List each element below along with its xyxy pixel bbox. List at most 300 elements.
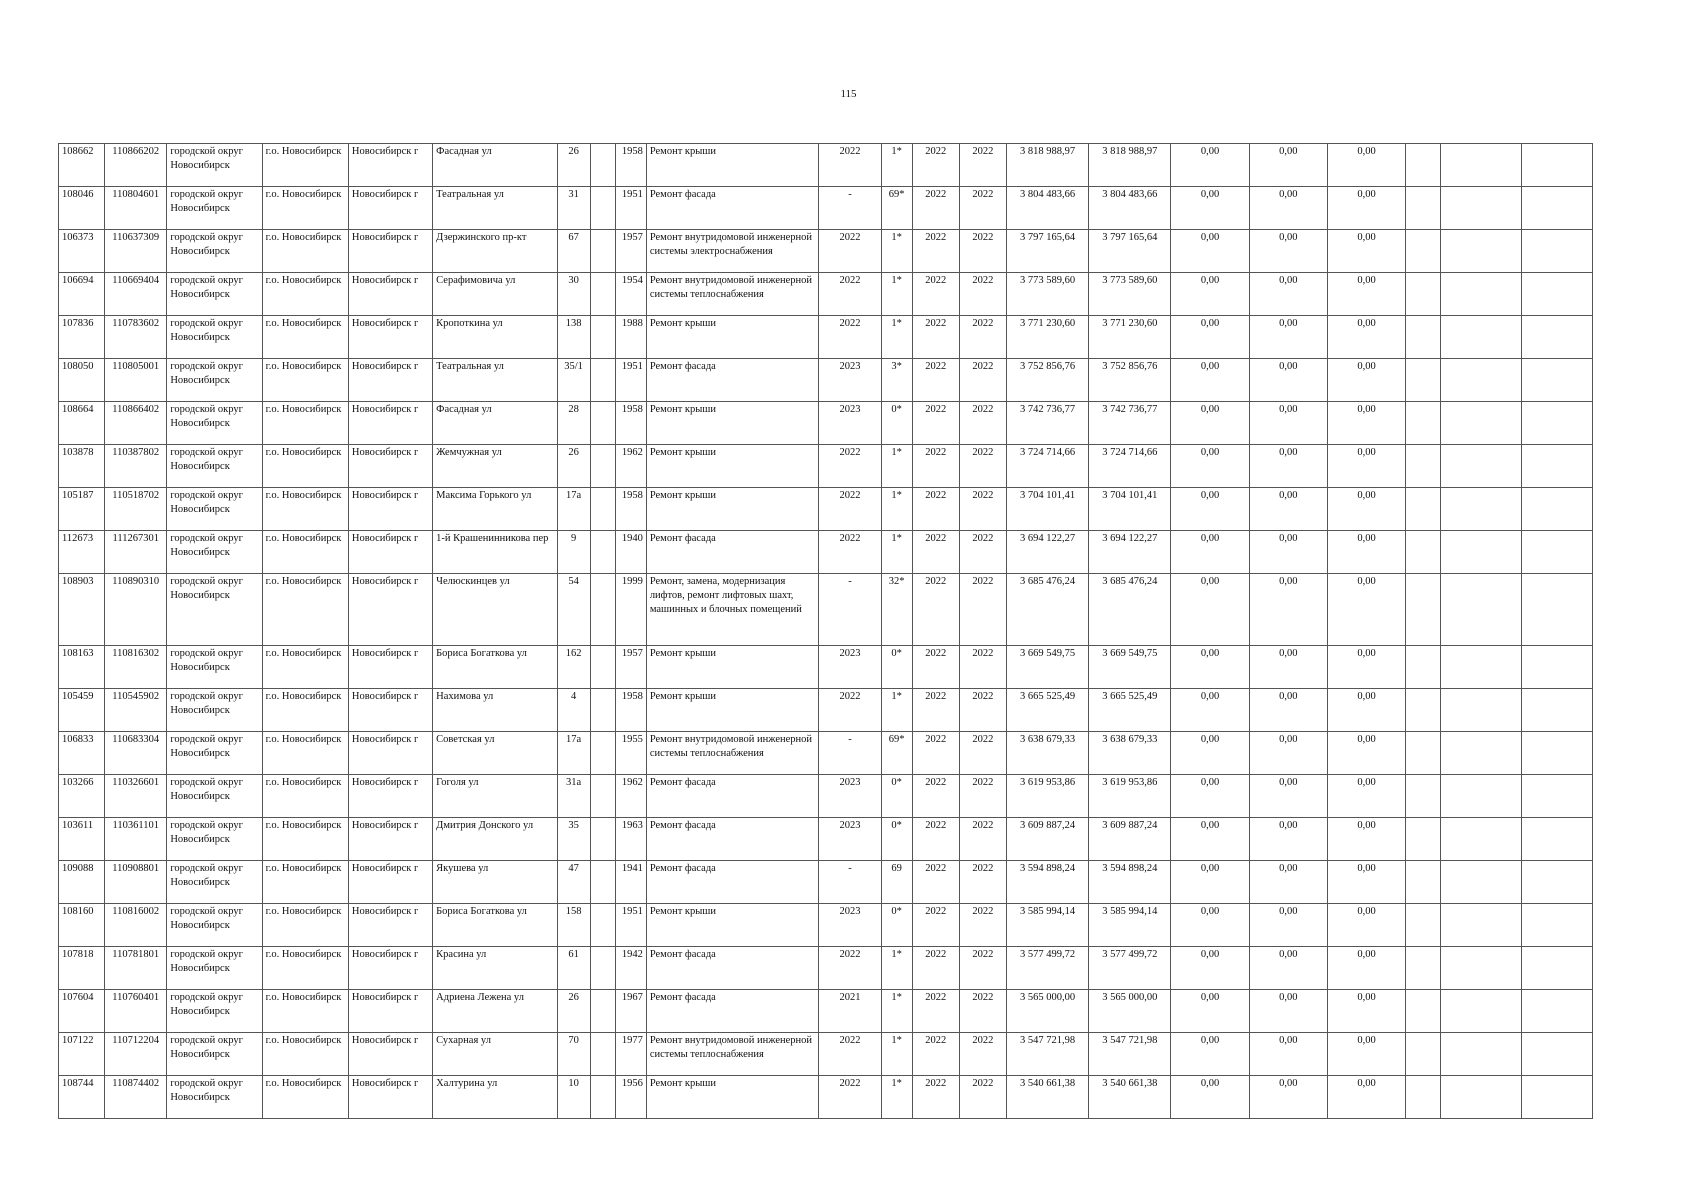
cell-extra-2 bbox=[1441, 904, 1521, 947]
cell-street: Нахимова ул bbox=[433, 689, 557, 732]
cell-building bbox=[590, 187, 615, 230]
cell-extra-1 bbox=[1406, 818, 1441, 861]
cell-priority: 1* bbox=[881, 689, 912, 732]
cell-local-funds: 0,00 bbox=[1327, 775, 1405, 818]
cell-owner-funds: 3 577 499,72 bbox=[1089, 947, 1171, 990]
cell-object-code: 110816002 bbox=[105, 904, 167, 947]
cell-house-number: 10 bbox=[557, 1076, 590, 1119]
cell-extra-2 bbox=[1441, 861, 1521, 904]
cell-extra-1 bbox=[1406, 316, 1441, 359]
cell-year-start: 2022 bbox=[912, 818, 959, 861]
cell-street: Гоголя ул bbox=[433, 775, 557, 818]
cell-total-cost: 3 804 483,66 bbox=[1006, 187, 1088, 230]
cell-extra-2 bbox=[1441, 646, 1521, 689]
cell-priority: 0* bbox=[881, 904, 912, 947]
cell-local-funds: 0,00 bbox=[1327, 947, 1405, 990]
cell-municipal-district: городской округ Новосибирск bbox=[167, 1076, 262, 1119]
cell-municipality: г.о. Новосибирск bbox=[262, 273, 348, 316]
cell-building bbox=[590, 574, 615, 646]
cell-year-start: 2022 bbox=[912, 861, 959, 904]
cell-regional-funds: 0,00 bbox=[1249, 144, 1327, 187]
cell-extra-2 bbox=[1441, 445, 1521, 488]
cell-total-cost: 3 565 000,00 bbox=[1006, 990, 1088, 1033]
cell-regional-funds: 0,00 bbox=[1249, 230, 1327, 273]
cell-extra-2 bbox=[1441, 775, 1521, 818]
cell-object-code: 111267301 bbox=[105, 531, 167, 574]
cell-build-year: 1956 bbox=[615, 1076, 646, 1119]
cell-building bbox=[590, 732, 615, 775]
cell-house-number: 17а bbox=[557, 732, 590, 775]
cell-work-type: Ремонт крыши bbox=[646, 689, 819, 732]
cell-house-number: 35 bbox=[557, 818, 590, 861]
table-row bbox=[59, 775, 1593, 818]
cell-local-funds: 0,00 bbox=[1327, 732, 1405, 775]
cell-street: Челюскинцев ул bbox=[433, 574, 557, 646]
cell-building bbox=[590, 1076, 615, 1119]
cell-extra-3 bbox=[1521, 861, 1592, 904]
cell-municipality: г.о. Новосибирск bbox=[262, 1076, 348, 1119]
cell-total-cost: 3 585 994,14 bbox=[1006, 904, 1088, 947]
cell-regional-funds: 0,00 bbox=[1249, 818, 1327, 861]
cell-year-start: 2022 bbox=[912, 732, 959, 775]
cell-year-start: 2022 bbox=[912, 359, 959, 402]
cell-total-cost: 3 797 165,64 bbox=[1006, 230, 1088, 273]
cell-house-id: 105187 bbox=[59, 488, 105, 531]
cell-year-end: 2022 bbox=[959, 1033, 1006, 1076]
cell-year-planned: 2022 bbox=[819, 144, 881, 187]
cell-total-cost: 3 685 476,24 bbox=[1006, 574, 1088, 646]
cell-total-cost: 3 547 721,98 bbox=[1006, 1033, 1088, 1076]
cell-settlement: Новосибирск г bbox=[348, 646, 432, 689]
cell-year-start: 2022 bbox=[912, 904, 959, 947]
cell-house-number: 4 bbox=[557, 689, 590, 732]
cell-street: Жемчужная ул bbox=[433, 445, 557, 488]
cell-extra-3 bbox=[1521, 402, 1592, 445]
table-row bbox=[59, 316, 1593, 359]
cell-year-end: 2022 bbox=[959, 818, 1006, 861]
cell-build-year: 1942 bbox=[615, 947, 646, 990]
cell-municipality: г.о. Новосибирск bbox=[262, 531, 348, 574]
table-row bbox=[59, 230, 1593, 273]
cell-federal-funds: 0,00 bbox=[1171, 904, 1249, 947]
cell-object-code: 110683304 bbox=[105, 732, 167, 775]
cell-house-number: 158 bbox=[557, 904, 590, 947]
cell-regional-funds: 0,00 bbox=[1249, 316, 1327, 359]
cell-house-id: 107604 bbox=[59, 990, 105, 1033]
cell-municipal-district: городской округ Новосибирск bbox=[167, 488, 262, 531]
cell-owner-funds: 3 797 165,64 bbox=[1089, 230, 1171, 273]
cell-municipality: г.о. Новосибирск bbox=[262, 818, 348, 861]
cell-local-funds: 0,00 bbox=[1327, 990, 1405, 1033]
cell-regional-funds: 0,00 bbox=[1249, 689, 1327, 732]
cell-house-id: 108163 bbox=[59, 646, 105, 689]
cell-year-planned: 2023 bbox=[819, 359, 881, 402]
cell-house-id: 108050 bbox=[59, 359, 105, 402]
cell-work-type: Ремонт крыши bbox=[646, 445, 819, 488]
cell-street: Дмитрия Донского ул bbox=[433, 818, 557, 861]
cell-year-start: 2022 bbox=[912, 445, 959, 488]
cell-local-funds: 0,00 bbox=[1327, 1076, 1405, 1119]
cell-year-planned: 2022 bbox=[819, 1033, 881, 1076]
cell-extra-1 bbox=[1406, 187, 1441, 230]
cell-year-end: 2022 bbox=[959, 775, 1006, 818]
cell-regional-funds: 0,00 bbox=[1249, 531, 1327, 574]
cell-total-cost: 3 752 856,76 bbox=[1006, 359, 1088, 402]
cell-federal-funds: 0,00 bbox=[1171, 359, 1249, 402]
cell-building bbox=[590, 904, 615, 947]
cell-extra-2 bbox=[1441, 574, 1521, 646]
cell-federal-funds: 0,00 bbox=[1171, 861, 1249, 904]
cell-build-year: 1957 bbox=[615, 646, 646, 689]
cell-municipality: г.о. Новосибирск bbox=[262, 904, 348, 947]
cell-house-id: 108160 bbox=[59, 904, 105, 947]
cell-object-code: 110781801 bbox=[105, 947, 167, 990]
cell-municipal-district: городской округ Новосибирск bbox=[167, 775, 262, 818]
cell-local-funds: 0,00 bbox=[1327, 273, 1405, 316]
cell-owner-funds: 3 694 122,27 bbox=[1089, 531, 1171, 574]
cell-object-code: 110804601 bbox=[105, 187, 167, 230]
table-row bbox=[59, 402, 1593, 445]
table-row bbox=[59, 187, 1593, 230]
cell-year-planned: 2023 bbox=[819, 775, 881, 818]
cell-extra-3 bbox=[1521, 574, 1592, 646]
cell-year-planned: 2022 bbox=[819, 531, 881, 574]
cell-building bbox=[590, 990, 615, 1033]
cell-extra-3 bbox=[1521, 488, 1592, 531]
cell-object-code: 110874402 bbox=[105, 1076, 167, 1119]
cell-settlement: Новосибирск г bbox=[348, 1033, 432, 1076]
cell-priority: 3* bbox=[881, 359, 912, 402]
table-row bbox=[59, 861, 1593, 904]
cell-build-year: 1954 bbox=[615, 273, 646, 316]
cell-work-type: Ремонт фасада bbox=[646, 947, 819, 990]
cell-owner-funds: 3 665 525,49 bbox=[1089, 689, 1171, 732]
cell-extra-2 bbox=[1441, 1033, 1521, 1076]
cell-priority: 32* bbox=[881, 574, 912, 646]
cell-building bbox=[590, 316, 615, 359]
cell-year-end: 2022 bbox=[959, 689, 1006, 732]
cell-municipality: г.о. Новосибирск bbox=[262, 187, 348, 230]
cell-work-type: Ремонт, замена, модернизация лифтов, ремонт лифтовых шахт, машинных и блочных помещений bbox=[646, 574, 819, 646]
cell-regional-funds: 0,00 bbox=[1249, 445, 1327, 488]
cell-municipal-district: городской округ Новосибирск bbox=[167, 187, 262, 230]
cell-object-code: 110783602 bbox=[105, 316, 167, 359]
cell-local-funds: 0,00 bbox=[1327, 230, 1405, 273]
cell-municipal-district: городской округ Новосибирск bbox=[167, 445, 262, 488]
cell-federal-funds: 0,00 bbox=[1171, 732, 1249, 775]
cell-build-year: 1951 bbox=[615, 359, 646, 402]
cell-house-number: 61 bbox=[557, 947, 590, 990]
cell-extra-1 bbox=[1406, 990, 1441, 1033]
cell-building bbox=[590, 359, 615, 402]
cell-settlement: Новосибирск г bbox=[348, 445, 432, 488]
cell-year-end: 2022 bbox=[959, 947, 1006, 990]
cell-settlement: Новосибирск г bbox=[348, 775, 432, 818]
cell-total-cost: 3 771 230,60 bbox=[1006, 316, 1088, 359]
cell-federal-funds: 0,00 bbox=[1171, 990, 1249, 1033]
cell-work-type: Ремонт внутридомовой инженерной системы теплоснабжения bbox=[646, 1033, 819, 1076]
cell-local-funds: 0,00 bbox=[1327, 1033, 1405, 1076]
cell-build-year: 1958 bbox=[615, 689, 646, 732]
cell-extra-1 bbox=[1406, 1076, 1441, 1119]
cell-settlement: Новосибирск г bbox=[348, 230, 432, 273]
cell-federal-funds: 0,00 bbox=[1171, 531, 1249, 574]
page-number: 115 bbox=[840, 88, 857, 100]
cell-extra-1 bbox=[1406, 947, 1441, 990]
cell-extra-2 bbox=[1441, 531, 1521, 574]
cell-municipality: г.о. Новосибирск bbox=[262, 359, 348, 402]
cell-municipal-district: городской округ Новосибирск bbox=[167, 818, 262, 861]
cell-municipality: г.о. Новосибирск bbox=[262, 316, 348, 359]
cell-owner-funds: 3 565 000,00 bbox=[1089, 990, 1171, 1033]
cell-regional-funds: 0,00 bbox=[1249, 990, 1327, 1033]
cell-regional-funds: 0,00 bbox=[1249, 187, 1327, 230]
cell-building bbox=[590, 402, 615, 445]
cell-municipal-district: городской округ Новосибирск bbox=[167, 904, 262, 947]
cell-object-code: 110866202 bbox=[105, 144, 167, 187]
cell-work-type: Ремонт фасада bbox=[646, 187, 819, 230]
cell-extra-3 bbox=[1521, 144, 1592, 187]
cell-building bbox=[590, 947, 615, 990]
cell-local-funds: 0,00 bbox=[1327, 818, 1405, 861]
cell-year-start: 2022 bbox=[912, 646, 959, 689]
cell-year-start: 2022 bbox=[912, 488, 959, 531]
cell-municipal-district: городской округ Новосибирск bbox=[167, 273, 262, 316]
cell-extra-1 bbox=[1406, 273, 1441, 316]
cell-street: Сухарная ул bbox=[433, 1033, 557, 1076]
cell-extra-1 bbox=[1406, 646, 1441, 689]
cell-build-year: 1958 bbox=[615, 488, 646, 531]
cell-settlement: Новосибирск г bbox=[348, 732, 432, 775]
cell-extra-1 bbox=[1406, 531, 1441, 574]
cell-year-planned: 2023 bbox=[819, 904, 881, 947]
cell-year-start: 2022 bbox=[912, 144, 959, 187]
cell-work-type: Ремонт внутридомовой инженерной системы теплоснабжения bbox=[646, 273, 819, 316]
table-row bbox=[59, 531, 1593, 574]
cell-work-type: Ремонт крыши bbox=[646, 1076, 819, 1119]
cell-extra-2 bbox=[1441, 402, 1521, 445]
cell-settlement: Новосибирск г bbox=[348, 531, 432, 574]
cell-build-year: 1999 bbox=[615, 574, 646, 646]
cell-local-funds: 0,00 bbox=[1327, 144, 1405, 187]
cell-work-type: Ремонт крыши bbox=[646, 488, 819, 531]
cell-municipality: г.о. Новосибирск bbox=[262, 488, 348, 531]
cell-federal-funds: 0,00 bbox=[1171, 1076, 1249, 1119]
cell-federal-funds: 0,00 bbox=[1171, 402, 1249, 445]
cell-total-cost: 3 724 714,66 bbox=[1006, 445, 1088, 488]
cell-street: Адриена Лежена ул bbox=[433, 990, 557, 1033]
cell-local-funds: 0,00 bbox=[1327, 445, 1405, 488]
cell-local-funds: 0,00 bbox=[1327, 359, 1405, 402]
cell-house-number: 31 bbox=[557, 187, 590, 230]
cell-year-end: 2022 bbox=[959, 646, 1006, 689]
cell-municipal-district: городской округ Новосибирск bbox=[167, 732, 262, 775]
cell-build-year: 1941 bbox=[615, 861, 646, 904]
cell-total-cost: 3 638 679,33 bbox=[1006, 732, 1088, 775]
cell-house-id: 108664 bbox=[59, 402, 105, 445]
cell-house-id: 108662 bbox=[59, 144, 105, 187]
cell-municipality: г.о. Новосибирск bbox=[262, 775, 348, 818]
cell-municipality: г.о. Новосибирск bbox=[262, 689, 348, 732]
cell-federal-funds: 0,00 bbox=[1171, 488, 1249, 531]
cell-owner-funds: 3 619 953,86 bbox=[1089, 775, 1171, 818]
cell-building bbox=[590, 273, 615, 316]
cell-house-id: 108744 bbox=[59, 1076, 105, 1119]
cell-street: Театральная ул bbox=[433, 187, 557, 230]
cell-settlement: Новосибирск г bbox=[348, 689, 432, 732]
cell-federal-funds: 0,00 bbox=[1171, 230, 1249, 273]
table-row bbox=[59, 689, 1593, 732]
cell-build-year: 1962 bbox=[615, 445, 646, 488]
cell-municipality: г.о. Новосибирск bbox=[262, 732, 348, 775]
cell-extra-3 bbox=[1521, 1033, 1592, 1076]
cell-federal-funds: 0,00 bbox=[1171, 316, 1249, 359]
cell-house-id: 108046 bbox=[59, 187, 105, 230]
cell-priority: 0* bbox=[881, 775, 912, 818]
cell-house-id: 105459 bbox=[59, 689, 105, 732]
cell-work-type: Ремонт крыши bbox=[646, 646, 819, 689]
table-row bbox=[59, 646, 1593, 689]
cell-object-code: 110518702 bbox=[105, 488, 167, 531]
cell-year-start: 2022 bbox=[912, 531, 959, 574]
cell-extra-2 bbox=[1441, 230, 1521, 273]
cell-build-year: 1977 bbox=[615, 1033, 646, 1076]
cell-year-end: 2022 bbox=[959, 144, 1006, 187]
cell-year-end: 2022 bbox=[959, 402, 1006, 445]
cell-object-code: 110361101 bbox=[105, 818, 167, 861]
cell-street: Театральная ул bbox=[433, 359, 557, 402]
cell-municipal-district: городской округ Новосибирск bbox=[167, 230, 262, 273]
cell-owner-funds: 3 771 230,60 bbox=[1089, 316, 1171, 359]
cell-municipality: г.о. Новосибирск bbox=[262, 230, 348, 273]
cell-street: Дзержинского пр-кт bbox=[433, 230, 557, 273]
cell-total-cost: 3 577 499,72 bbox=[1006, 947, 1088, 990]
cell-year-planned: 2023 bbox=[819, 646, 881, 689]
cell-total-cost: 3 540 661,38 bbox=[1006, 1076, 1088, 1119]
cell-street: Халтурина ул bbox=[433, 1076, 557, 1119]
cell-object-code: 110326601 bbox=[105, 775, 167, 818]
cell-settlement: Новосибирск г bbox=[348, 947, 432, 990]
table-row bbox=[59, 488, 1593, 531]
cell-regional-funds: 0,00 bbox=[1249, 402, 1327, 445]
cell-building bbox=[590, 230, 615, 273]
cell-extra-3 bbox=[1521, 990, 1592, 1033]
cell-house-id: 107122 bbox=[59, 1033, 105, 1076]
cell-owner-funds: 3 594 898,24 bbox=[1089, 861, 1171, 904]
cell-settlement: Новосибирск г bbox=[348, 402, 432, 445]
cell-year-start: 2022 bbox=[912, 402, 959, 445]
cell-extra-2 bbox=[1441, 316, 1521, 359]
cell-year-end: 2022 bbox=[959, 187, 1006, 230]
cell-priority: 69* bbox=[881, 732, 912, 775]
cell-extra-3 bbox=[1521, 531, 1592, 574]
cell-extra-3 bbox=[1521, 818, 1592, 861]
cell-federal-funds: 0,00 bbox=[1171, 1033, 1249, 1076]
cell-year-start: 2022 bbox=[912, 574, 959, 646]
cell-priority: 0* bbox=[881, 818, 912, 861]
cell-extra-3 bbox=[1521, 904, 1592, 947]
cell-year-planned: 2022 bbox=[819, 273, 881, 316]
cell-settlement: Новосибирск г bbox=[348, 861, 432, 904]
cell-house-id: 103611 bbox=[59, 818, 105, 861]
cell-street: Якушева ул bbox=[433, 861, 557, 904]
cell-build-year: 1940 bbox=[615, 531, 646, 574]
cell-local-funds: 0,00 bbox=[1327, 904, 1405, 947]
cell-object-code: 110712204 bbox=[105, 1033, 167, 1076]
cell-house-id: 108903 bbox=[59, 574, 105, 646]
cell-house-id: 103266 bbox=[59, 775, 105, 818]
cell-house-id: 103878 bbox=[59, 445, 105, 488]
cell-object-code: 110760401 bbox=[105, 990, 167, 1033]
cell-object-code: 110637309 bbox=[105, 230, 167, 273]
cell-extra-1 bbox=[1406, 445, 1441, 488]
cell-regional-funds: 0,00 bbox=[1249, 775, 1327, 818]
cell-street: Серафимовича ул bbox=[433, 273, 557, 316]
cell-priority: 1* bbox=[881, 144, 912, 187]
cell-work-type: Ремонт фасада bbox=[646, 775, 819, 818]
cell-federal-funds: 0,00 bbox=[1171, 187, 1249, 230]
cell-federal-funds: 0,00 bbox=[1171, 574, 1249, 646]
cell-extra-3 bbox=[1521, 1076, 1592, 1119]
cell-settlement: Новосибирск г bbox=[348, 187, 432, 230]
cell-owner-funds: 3 547 721,98 bbox=[1089, 1033, 1171, 1076]
cell-year-planned: 2023 bbox=[819, 818, 881, 861]
cell-house-id: 107836 bbox=[59, 316, 105, 359]
cell-settlement: Новосибирск г bbox=[348, 359, 432, 402]
cell-owner-funds: 3 540 661,38 bbox=[1089, 1076, 1171, 1119]
cell-house-number: 30 bbox=[557, 273, 590, 316]
cell-work-type: Ремонт крыши bbox=[646, 904, 819, 947]
cell-priority: 1* bbox=[881, 230, 912, 273]
cell-house-id: 107818 bbox=[59, 947, 105, 990]
cell-object-code: 110545902 bbox=[105, 689, 167, 732]
cell-year-end: 2022 bbox=[959, 230, 1006, 273]
cell-year-end: 2022 bbox=[959, 732, 1006, 775]
cell-work-type: Ремонт фасада bbox=[646, 531, 819, 574]
cell-extra-1 bbox=[1406, 1033, 1441, 1076]
cell-extra-2 bbox=[1441, 144, 1521, 187]
cell-settlement: Новосибирск г bbox=[348, 990, 432, 1033]
cell-year-planned: 2022 bbox=[819, 1076, 881, 1119]
cell-municipality: г.о. Новосибирск bbox=[262, 144, 348, 187]
cell-regional-funds: 0,00 bbox=[1249, 359, 1327, 402]
cell-municipal-district: городской округ Новосибирск bbox=[167, 861, 262, 904]
cell-year-planned: - bbox=[819, 732, 881, 775]
cell-municipality: г.о. Новосибирск bbox=[262, 990, 348, 1033]
cell-municipal-district: городской округ Новосибирск bbox=[167, 574, 262, 646]
cell-work-type: Ремонт крыши bbox=[646, 316, 819, 359]
cell-priority: 0* bbox=[881, 402, 912, 445]
cell-municipal-district: городской округ Новосибирск bbox=[167, 144, 262, 187]
cell-year-planned: 2022 bbox=[819, 689, 881, 732]
cell-settlement: Новосибирск г bbox=[348, 488, 432, 531]
cell-extra-1 bbox=[1406, 402, 1441, 445]
cell-local-funds: 0,00 bbox=[1327, 861, 1405, 904]
cell-municipal-district: городской округ Новосибирск bbox=[167, 689, 262, 732]
cell-build-year: 1962 bbox=[615, 775, 646, 818]
cell-year-end: 2022 bbox=[959, 359, 1006, 402]
cell-federal-funds: 0,00 bbox=[1171, 144, 1249, 187]
cell-owner-funds: 3 638 679,33 bbox=[1089, 732, 1171, 775]
cell-year-start: 2022 bbox=[912, 1076, 959, 1119]
cell-owner-funds: 3 609 887,24 bbox=[1089, 818, 1171, 861]
cell-year-start: 2022 bbox=[912, 990, 959, 1033]
cell-local-funds: 0,00 bbox=[1327, 402, 1405, 445]
cell-object-code: 110387802 bbox=[105, 445, 167, 488]
cell-year-end: 2022 bbox=[959, 904, 1006, 947]
cell-extra-1 bbox=[1406, 732, 1441, 775]
cell-house-number: 26 bbox=[557, 144, 590, 187]
